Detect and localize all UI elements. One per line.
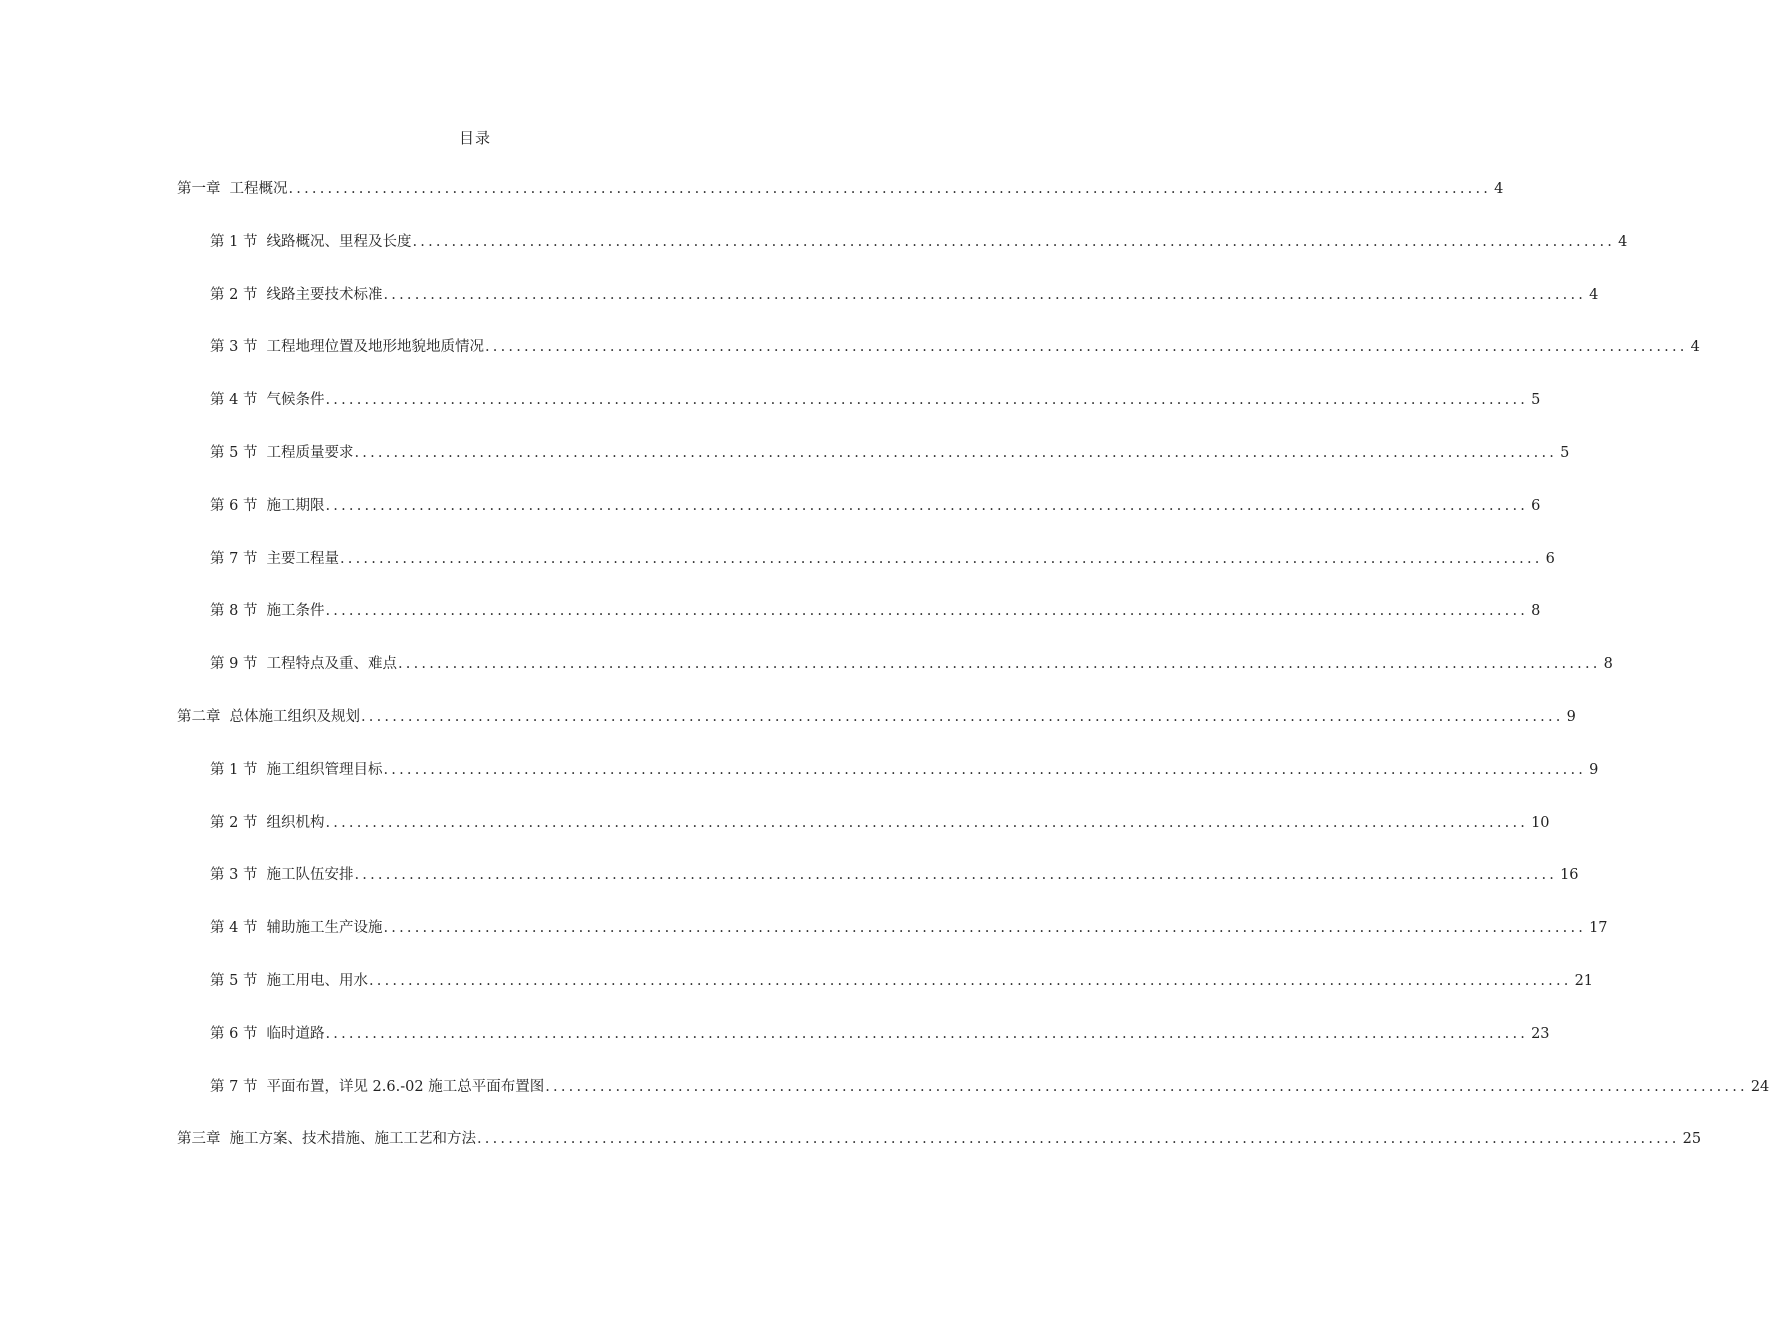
toc-entry-title: 总体施工组织及规划 [229,709,360,725]
toc-entry-title: 施工方案、技术措施、施工工艺和方法 [229,1131,476,1147]
toc-section-entry[interactable] [210,548,1555,570]
toc-dot-leader: .......................................................................................................................................................... [325,498,1529,514]
toc-section-entry[interactable] [210,653,1613,675]
toc-section-entry[interactable] [210,1023,1550,1045]
toc-entry-title: 施工队伍安排 [266,867,354,883]
toc-section-entry[interactable] [210,600,1541,622]
toc-page-number: 21 [1574,973,1594,989]
toc-entry-number: 第 1 节 [210,762,258,778]
toc-entry-number: 第 4 节 [210,920,258,936]
toc-entry-title: 组织机构 [266,815,325,831]
toc-dot-leader: .......................................................................................................................................................... [397,656,1601,672]
toc-entry-number: 第 3 节 [210,339,258,355]
toc-page-number: 25 [1682,1131,1702,1147]
toc-dot-leader: .......................................................................................................................................................... [339,551,1543,567]
toc-dot-leader: .......................................................................................................................................................... [354,445,1558,461]
toc-entry-title: 施工组织管理目标 [266,762,383,778]
toc-page-number: 4 [1494,181,1504,197]
toc-title: 目录 [458,129,491,147]
toc-page-number: 17 [1589,920,1608,936]
toc-page-number: 9 [1566,709,1576,725]
toc-entry-title: 工程特点及重、难点 [266,656,397,672]
toc-entry-title: 工程质量要求 [266,445,354,461]
toc-entry-title: 气候条件 [266,392,325,408]
toc-entry-title: 施工期限 [266,498,325,514]
toc-dot-leader: .......................................................................................................................................................... [325,1026,1529,1042]
toc-entry-number: 第 8 节 [210,603,258,619]
toc-page-number: 5 [1560,445,1570,461]
toc-chapter-entry[interactable] [177,706,1576,728]
toc-section-entry[interactable] [210,917,1608,939]
toc-entry-title: 主要工程量 [266,551,339,567]
toc-dot-leader: .......................................................................................................................................................... [354,867,1558,883]
toc-entry-title: 工程概况 [229,181,288,197]
toc-dot-leader: .......................................................................................................................................................... [477,1131,1680,1147]
toc-page-number: 4 [1690,339,1700,355]
toc-entry-number: 第 5 节 [210,973,258,989]
toc-entry-title: 施工条件 [266,603,325,619]
toc-entry-number: 第 2 节 [210,287,258,303]
toc-dot-leader: .......................................................................................................................................................... [288,181,1492,197]
toc-section-entry[interactable] [210,284,1599,306]
toc-entry-number: 第 4 节 [210,392,258,408]
toc-dot-leader: .......................................................................................................................................................... [545,1079,1748,1095]
toc-page-number: 8 [1603,656,1613,672]
toc-entry-title: 线路主要技术标准 [266,287,383,303]
toc-entry-number: 第 3 节 [210,867,258,883]
toc-page-number: 6 [1531,498,1541,514]
toc-dot-leader: .......................................................................................................................................................... [484,339,1688,355]
toc-page-number: 4 [1589,287,1599,303]
toc-dot-leader: .......................................................................................................................................................... [383,762,1587,778]
toc-entry-title: 线路概况、里程及长度 [266,234,412,250]
toc-page-number: 5 [1531,392,1541,408]
toc-section-entry[interactable] [210,495,1541,517]
toc-page-number: 4 [1618,234,1628,250]
toc-dot-leader: .......................................................................................................................................................... [361,709,1564,725]
toc-section-entry[interactable] [210,389,1541,411]
toc-entry-title: 辅助施工生产设施 [266,920,383,936]
toc-chapter-entry[interactable] [177,1128,1702,1150]
toc-dot-leader: .......................................................................................................................................................... [383,287,1587,303]
toc-page-number: 6 [1545,551,1555,567]
toc-entry-number: 第 7 节 [210,551,258,567]
toc-dot-leader: .......................................................................................................................................................... [368,973,1572,989]
toc-entry-number: 第一章 [177,181,221,197]
toc-section-entry[interactable] [210,336,1700,358]
toc-entry-number: 第三章 [177,1131,221,1147]
toc-page-number: 16 [1560,867,1579,883]
toc-entry-title: 工程地理位置及地形地貌地质情况 [266,339,484,355]
toc-dot-leader: .......................................................................................................................................................... [383,920,1587,936]
toc-page-number: 24 [1750,1079,1769,1095]
toc-section-entry[interactable] [210,970,1594,992]
toc-entry-title: 施工用电、用水 [266,973,368,989]
toc-entry-number: 第 2 节 [210,815,258,831]
toc-dot-leader: .......................................................................................................................................................... [325,815,1529,831]
toc-section-entry[interactable] [210,812,1550,834]
toc-dot-leader: .......................................................................................................................................................... [412,234,1616,250]
toc-section-entry[interactable] [210,1076,1769,1098]
toc-entry-number: 第 1 节 [210,234,258,250]
toc-page-number: 10 [1531,815,1550,831]
toc-entry-number: 第 6 节 [210,498,258,514]
toc-dot-leader: .......................................................................................................................................................... [325,392,1529,408]
toc-entry-number: 第 7 节 [210,1079,258,1095]
toc-section-entry[interactable] [210,864,1579,886]
toc-page-number: 9 [1589,762,1599,778]
toc-page-number: 8 [1531,603,1541,619]
toc-page-number: 23 [1531,1026,1550,1042]
toc-entry-number: 第 6 节 [210,1026,258,1042]
toc-dot-leader: .......................................................................................................................................................... [325,603,1529,619]
toc-entry-title: 平面布置，详见 2.6.-02 施工总平面布置图 [266,1079,545,1095]
toc-section-entry[interactable] [210,442,1570,464]
toc-chapter-entry[interactable] [177,178,1504,200]
toc-entry-number: 第 5 节 [210,445,258,461]
toc-section-entry[interactable] [210,231,1628,253]
toc-section-entry[interactable] [210,759,1599,781]
toc-entry-number: 第二章 [177,709,221,725]
toc-entry-number: 第 9 节 [210,656,258,672]
toc-entry-title: 临时道路 [266,1026,325,1042]
